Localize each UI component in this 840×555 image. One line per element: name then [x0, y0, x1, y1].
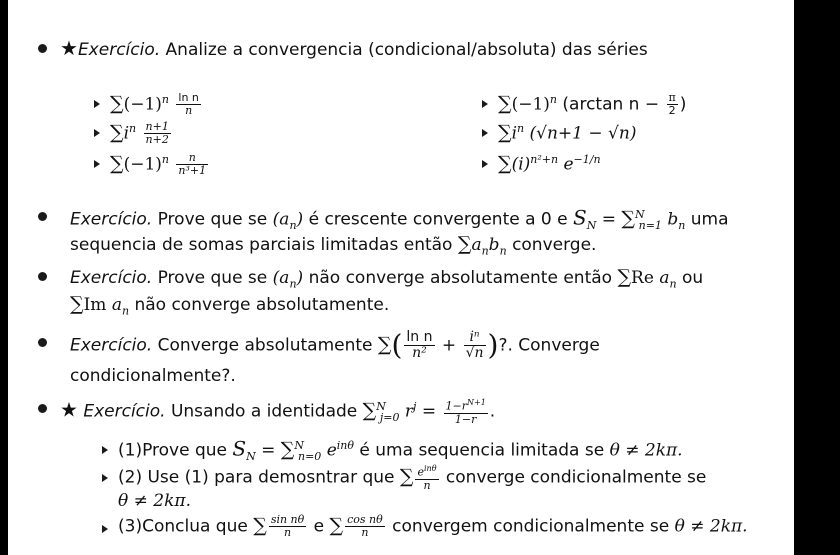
star-icon: ★ [60, 36, 78, 60]
series-3: $\sum(-1)^n$ $\frac{n}{\text{n³+1}}$ [110, 151, 207, 178]
ex2-line2: sequencia de somas parciais limitadas então $\sum a_nb_n$ converge. [70, 233, 597, 258]
slide [8, 0, 794, 555]
ex1-text: Analize a convergencia (condicional/absoluta) das séries [165, 40, 648, 60]
ex4-line2: condicionalmente?. [70, 366, 236, 386]
tri-s2 [94, 129, 100, 137]
tri-sub2 [102, 474, 108, 482]
ex3-line1: Exercício. Prove que se $(a_n)$ não converge absolutamente então ∑Re $a_n$ ou [70, 266, 704, 291]
tri-sub1 [102, 446, 108, 454]
bullet-ex3 [38, 272, 47, 281]
tri-s4 [482, 100, 488, 108]
series-6: $\sum(i)^{n^2+n}$ $e^{-1/n}$ [498, 152, 601, 175]
ex5-sub3: (3)Conclua que ∑ $\frac{\text{sin nθ}}{n}$ e ∑ $\frac{\text{cos nθ}}{n}$ convergem condicionalmente se θ ≠ 2kπ. [118, 513, 748, 539]
tri-s5 [482, 129, 488, 137]
bullet-ex1 [38, 44, 47, 53]
tri-sub3 [102, 525, 108, 533]
ex1-label: Exercício. [77, 40, 161, 60]
tri-s3 [94, 160, 100, 168]
ex1-heading [60, 37, 648, 61]
tri-s6 [482, 160, 488, 168]
tri-s1 [94, 100, 100, 108]
ex5-sub1: (1)Prove que $S_N = \sum^N_{n=0}$ $e^{in\theta}$ é uma sequencia limitada se θ ≠ 2kπ. [118, 436, 683, 464]
bullet-ex2 [38, 212, 47, 221]
series-4: $\sum(-1)^n$ (arctan n − $\frac{\pi}{2}$ ) [498, 91, 687, 118]
ex4-line1: Exercício. Converge absolutamente ∑( $\frac{\text{ln n}}{\text{n²}}$ + $\frac{\text{iⁿ}}{√n}$ )?. Converge [70, 328, 600, 362]
star-icon-2: ★ [60, 397, 78, 422]
ex5-sub2: (2) Use (1) para demosntrar que ∑ $\frac{e^{in\theta}}{n}$ converge condicionalmente se [118, 464, 707, 492]
ex2-line1: Exercício. Prove que se $(a_n)$ é crescente convergente a 0 e $S_N = \sum^N_{n=1}$ $b_n$ uma [70, 205, 729, 233]
ex5-heading: ★ Exercício. Unsando a identidade ∑$^N_{j=0}$ $r^j$ = $\frac{1-r^{N+1}}{1-r}$ . [60, 397, 496, 426]
series-2: $\sum i^n$ $\frac{n+1}{n+2}$ [110, 120, 169, 147]
bullet-ex4 [38, 338, 47, 347]
ex5-sub2-cond: θ ≠ 2kπ. [118, 491, 191, 511]
series-5: $\sum i^n$ (√n+1 − √n) [498, 121, 637, 144]
series-1: $\sum(-1)^n$ $\frac{\text{ln n}}{n}$ [110, 91, 199, 118]
bullet-ex5 [38, 404, 47, 413]
ex3-line2: ∑Im $a_n$ não converge absolutamente. [70, 293, 390, 318]
